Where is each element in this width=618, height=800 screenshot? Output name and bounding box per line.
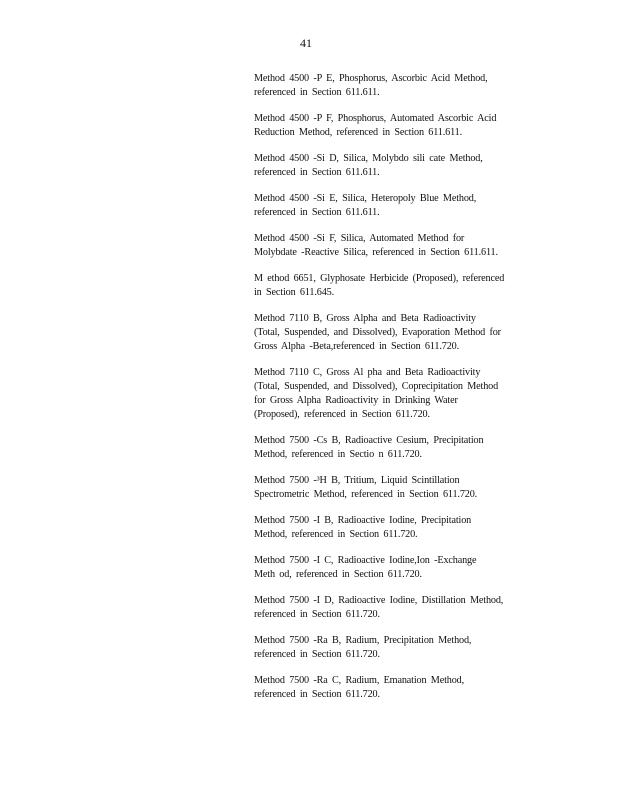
entry-line: referenced in Section 611.720. [254,649,380,660]
method-entry [254,674,544,702]
page-number: 41 [300,36,312,50]
entry-line: in Section 611.645. [254,287,335,298]
entry-line: Method, referenced in Section 611.720. [254,529,418,540]
method-entry [254,112,544,140]
method-list [254,72,544,714]
entry-line: (Total, Suspended, and Dissolved), Coprecipitation Method [254,381,499,392]
entry-line: Method 7110 C, Gross Al pha and Beta Radioactivity [254,367,481,378]
method-entry [254,366,544,422]
entry-line: Method 7500 -Cs B, Radioactive Cesium, Precipitation [254,435,484,446]
entry-line: referenced in Section 611.611. [254,207,380,218]
entry-line: Method 4500 -P E, Phosphorus, Ascorbic Acid Method, [254,73,488,84]
method-entry [254,232,544,260]
entry-line: Spectrometric Method, referenced in Section 611.720. [254,489,478,500]
method-entry [254,474,544,502]
entry-line: M ethod 6651, Glyphosate Herbicide (Proposed), referenced [254,273,505,284]
entry-line: (Proposed), referenced in Section 611.720. [254,409,430,420]
entry-line: referenced in Section 611.611. [254,87,380,98]
entry-line: referenced in Section 611.720. [254,609,380,620]
entry-line: for Gross Alpha Radioactivity in Drinking Water [254,395,458,406]
method-entry [254,634,544,662]
entry-line: (Total, Suspended, and Dissolved), Evaporation Method for [254,327,501,338]
entry-line: Method 7500 -³H B, Tritium, Liquid Scintillation [254,475,460,486]
entry-line: Gross Alpha -Beta,referenced in Section 611.720. [254,341,459,352]
method-entry [254,434,544,462]
entry-line: Method 7500 -I B, Radioactive Iodine, Precipitation [254,515,472,526]
entry-line: Method 7500 -I D, Radioactive Iodine, Distillation Method, [254,595,504,606]
entry-line: Method 4500 -Si D, Silica, Molybdo sili cate Method, [254,153,483,164]
method-entry [254,192,544,220]
entry-line: Method, referenced in Sectio n 611.720. [254,449,422,460]
entry-line: referenced in Section 611.720. [254,689,380,700]
entry-line: Method 4500 -Si E, Silica, Heteropoly Blue Method, [254,193,477,204]
method-entry [254,272,544,300]
method-entry [254,514,544,542]
method-entry [254,594,544,622]
method-entry [254,312,544,354]
entry-line: Method 7500 -Ra C, Radium, Emanation Method, [254,675,464,686]
entry-line: Molybdate -Reactive Silica, referenced in Section 611.611. [254,247,498,258]
entry-line: Method 4500 -P F, Phosphorus, Automated Ascorbic Acid [254,113,497,124]
method-entry [254,554,544,582]
entry-line: Method 7110 B, Gross Alpha and Beta Radioactivity [254,313,476,324]
entry-line: Method 7500 -Ra B, Radium, Precipitation Method, [254,635,472,646]
entry-line: Method 4500 -Si F, Silica, Automated Method for [254,233,465,244]
method-entry [254,152,544,180]
method-entry [254,72,544,100]
entry-line: Method 7500 -I C, Radioactive Iodine,Ion -Exchange [254,555,477,566]
entry-line: Reduction Method, referenced in Section 611.611. [254,127,463,138]
entry-line: referenced in Section 611.611. [254,167,380,178]
entry-line: Meth od, referenced in Section 611.720. [254,569,422,580]
